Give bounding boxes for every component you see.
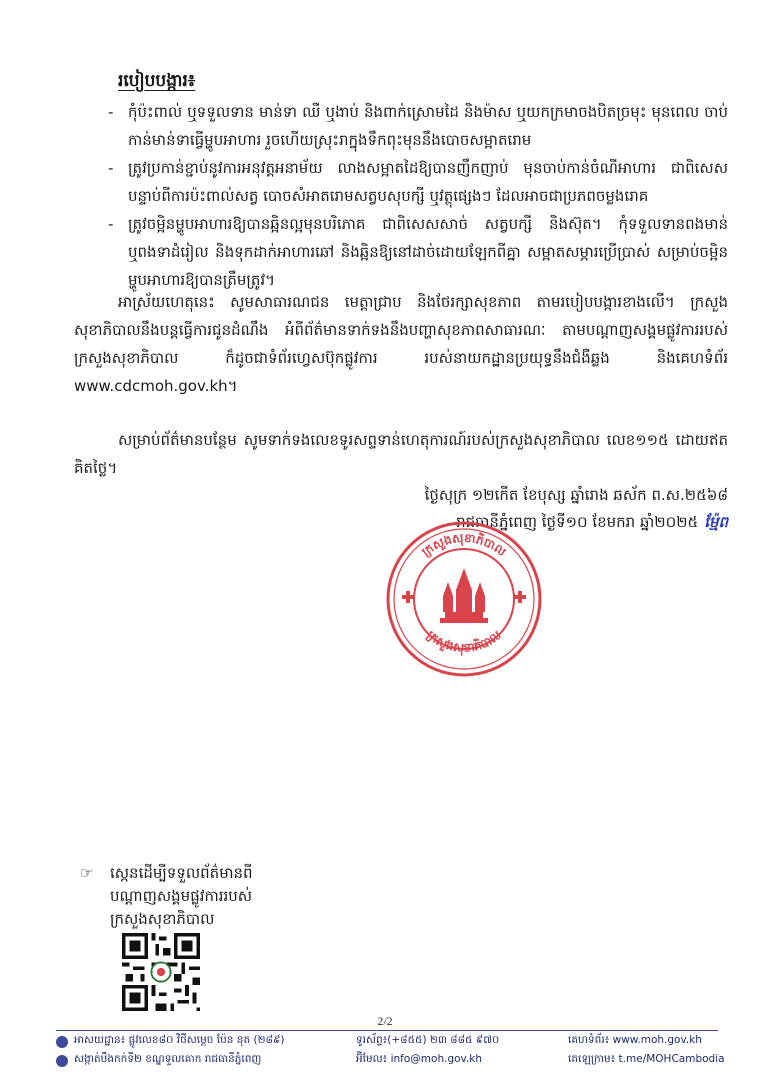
footer-address-line1: អាសយដ្ឋាន៖ ផ្លូវលេខ៨០ វិថីសម្តេច ប៉ែន នុត (២៨៩) xyxy=(74,1034,285,1046)
scan-line-3: ក្រសួងសុខាភិបាល xyxy=(110,910,215,928)
prevention-list xyxy=(108,98,728,294)
svg-text:ក្រសួងសុខាភិបាល xyxy=(424,627,505,657)
footer-website[interactable]: គេហទំព័រ៖ www.moh.gov.kh xyxy=(568,1034,702,1046)
footer-email[interactable]: អ៊ីមែល៖ info@moh.gov.kh xyxy=(356,1053,483,1065)
bullet-dash: - xyxy=(108,103,114,121)
footer-telegram[interactable]: តេឡេក្រាម៖ t.me/MOHCambodia xyxy=(568,1053,725,1065)
footer-address-line2: សង្កាត់បឹងកក់ទី២ ខណ្ឌទួលគោក រាជធានីភ្នំពេញ xyxy=(74,1053,262,1065)
lunar-date: ថ្ងៃសុក្រ ១២កើត ខែបុស្ស ឆ្នាំរោង ឆស័ក ព.ស.២៥៦៨ xyxy=(424,486,728,504)
solar-date: រាជធានីភ្នំពេញ ថ្ងៃទី១០ ខែមករា ឆ្នាំ២០២៥ xyxy=(456,513,699,531)
svg-text:ក្រសួងសុខាភិបាល xyxy=(419,531,509,560)
official-seal xyxy=(385,520,543,678)
signature-initials: ម្ម៉ែព xyxy=(704,513,728,531)
list-item-text: ត្រូវប្រកាន់ខ្ជាប់នូវការអនុវត្តអនាម័យ លាងសម្អាតដៃឱ្យបានញឹកញាប់ មុនចាប់កាន់ចំណីអាហារ ជាពិសេសបន្ទាប់ពីការប៉ះពាល់សត្វ បោចសំអាតរោមសត្វបសុបក្សី ឬវត្ថុផ្សេងៗ ដែលអាចជាប្រភពចម្លងរោគ xyxy=(128,159,728,205)
footer xyxy=(56,1033,726,1083)
bullet-dash: - xyxy=(108,215,114,233)
list-item-text: ត្រូវចម្អិនម្ហូបអាហារឱ្យបានឆ្អិនល្អមុនបរិភោគ ជាពិសេសសាច់ សត្វបក្សី និងស៊ុត។ កុំទទួលទានពងមាន់ ឬពងទាដំរៀល និងទុកដាក់អាហារឆៅ និងឆ្អិនឱ្យនៅដាច់ដោយឡែកពីគ្នា សម្អាតសម្ភារប្រើប្រាស់ សម្រាប់ចម្អិនម្ហូបអាហារឱ្យបានត្រឹមត្រូវ។ xyxy=(128,215,728,289)
list-item xyxy=(108,210,728,294)
qr-code-icon[interactable] xyxy=(122,933,200,1011)
list-item xyxy=(108,154,728,210)
seal-top-text: ក្រសួងសុខាភិបាល xyxy=(419,530,509,559)
location-icon xyxy=(56,1036,68,1048)
bullet-dash: - xyxy=(108,159,114,177)
list-item xyxy=(108,98,728,154)
pointing-hand-icon: ☞ xyxy=(80,864,94,882)
page-number: 2/2 xyxy=(377,1014,393,1028)
scan-line-1: ស្កេនដើម្បីទទួលព័ត៌មានពី xyxy=(110,864,253,882)
scan-note xyxy=(80,862,290,931)
section-heading: របៀបបង្ការ៖ xyxy=(118,71,196,91)
seal-bottom-text: ក្រសួងសុខាភិបាល xyxy=(424,627,504,655)
temple-icon xyxy=(440,568,488,623)
footer-divider xyxy=(56,1030,718,1031)
scan-line-2: បណ្តាញសង្គមផ្លូវការរបស់ xyxy=(110,887,253,905)
body-paragraph: អាស្រ័យហេតុនេះ សូមសាធារណជន មេត្តាជ្រាប និងថែរក្សាសុខភាព តាមរបៀបបង្ការខាងលើ។ ក្រសួងសុខាភិបាលនឹងបន្តធ្វើការជូនដំណឹង អំពីព័ត៌មានទាក់ទងនឹងបញ្ហាសុខភាពសាធារណៈ តាមបណ្តាញសង្គមផ្លូវការរបស់ក្រសួងសុខាភិបាល ក៏ដូចជាទំព័រហ្វេសប៊ុកផ្លូវការ របស់នាយកដ្ឋានប្រយុទ្ធនឹងជំងឺឆ្លង និងគេហទំព័រ www.cdcmoh.gov.kh។ xyxy=(74,293,728,395)
footer-phone[interactable]: ទូរស័ព្ទ៖(+៨៥៥) ២៣ ៨៨៥ ៩៧០ xyxy=(356,1034,500,1046)
contact-paragraph: សម្រាប់ព័ត៌មានបន្ថែម សូមទាក់ទងលេខទូរសព្ទទាន់ហេតុការណ៍របស់ក្រសួងសុខាភិបាល លេខ១១៥ ដោយឥតគិតថ្លៃ។ xyxy=(74,431,728,477)
list-item-text: កុំប៉ះពាល់ ឬទទួលទាន មាន់ទា ឈឺ ឬងាប់ និងពាក់ស្រោមដៃ និងម៉ាស ឬយកក្រមាចងបិតច្រមុះ មុនពេល ចាប់កាន់មាន់ទាធ្វើម្ហូបអាហារ រួចហើយស្រុះរាក្នុងទឹកពុះមុននឹងបោចសម្អាតរោម xyxy=(128,103,728,149)
building-icon xyxy=(56,1055,68,1067)
